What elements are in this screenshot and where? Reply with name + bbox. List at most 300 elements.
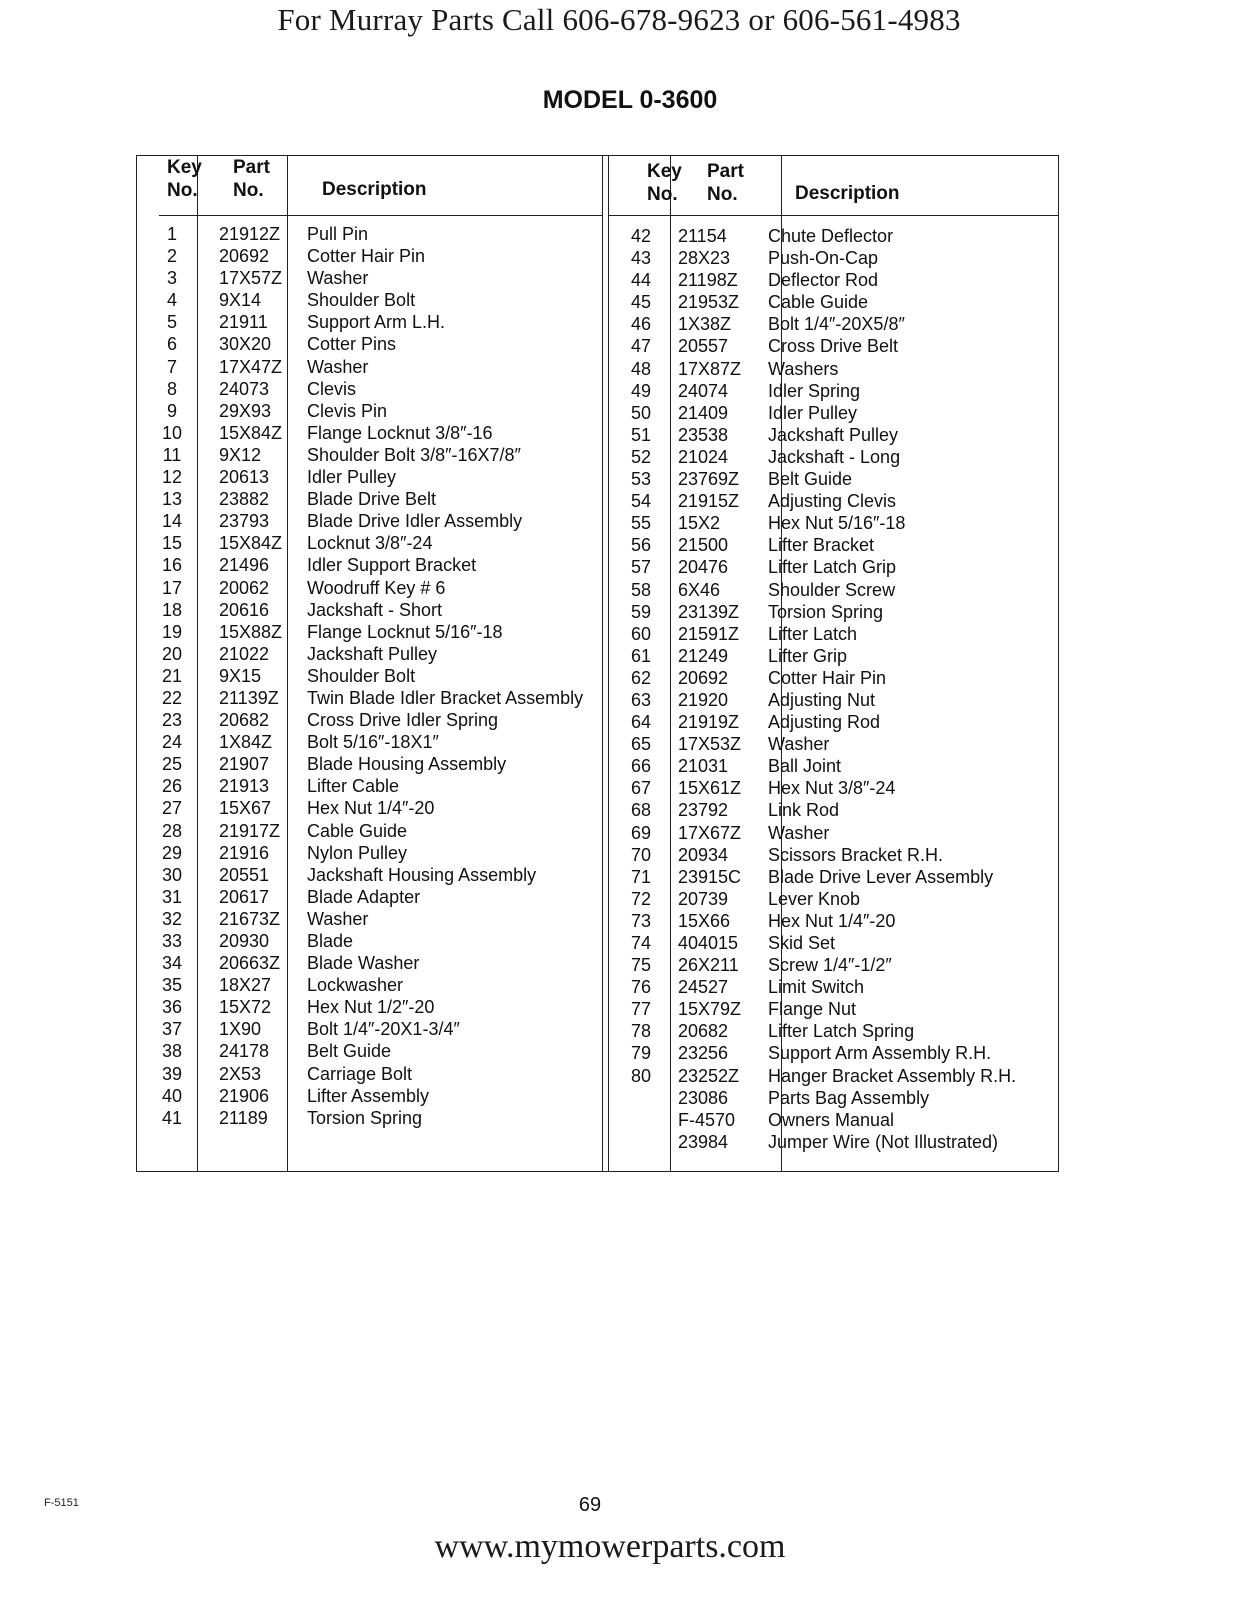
table-row (608, 490, 1058, 512)
key-number: 24 (161, 732, 183, 753)
part-description: Lifter Latch Spring (768, 1021, 915, 1042)
part-description: Lifter Assembly (307, 1085, 430, 1106)
key-number: 14 (161, 511, 183, 532)
part-number: 23252Z (678, 1065, 740, 1086)
key-number: 38 (161, 1041, 183, 1062)
part-description: Belt Guide (307, 1041, 392, 1062)
part-number: 15X66 (678, 910, 731, 931)
key-number: 49 (630, 380, 652, 401)
key-number: 77 (630, 999, 652, 1020)
table-row (137, 532, 602, 554)
part-description: Jackshaft Pulley (307, 643, 438, 664)
key-number: 20 (161, 643, 183, 664)
key-number: 30 (161, 864, 183, 885)
part-number: 21907 (219, 754, 270, 775)
part-number: 23769Z (678, 469, 740, 490)
part-description: Cross Drive Belt (768, 336, 899, 357)
part-description: Shoulder Bolt (307, 665, 416, 686)
part-number: 20617 (219, 886, 270, 907)
part-description: Hex Nut 5/16″-18 (768, 513, 906, 534)
key-number: 60 (630, 623, 652, 644)
key-number: 3 (166, 268, 177, 289)
website-url: www.mymowerparts.com (434, 1528, 786, 1565)
part-description: Shoulder Screw (768, 579, 896, 600)
header-description: Description (795, 183, 900, 204)
key-number: 15 (161, 533, 183, 554)
table-row (608, 954, 1058, 976)
key-number: 36 (161, 997, 183, 1018)
table-row (608, 976, 1058, 998)
part-description: Skid Set (768, 933, 836, 953)
key-number: 73 (630, 910, 652, 931)
part-number: 24074 (678, 380, 729, 401)
part-description: Cross Drive Idler Spring (307, 710, 499, 731)
table-row (608, 512, 1058, 534)
part-description: Hex Nut 1/4″-20 (768, 910, 896, 931)
part-description: Pull Pin (307, 224, 369, 244)
part-description: Washer (307, 268, 369, 289)
part-description: Cotter Hair Pin (768, 667, 887, 688)
table-row (137, 422, 602, 444)
part-description: Hex Nut 1/2″-20 (307, 997, 435, 1018)
table-row (137, 974, 602, 996)
part-description: Adjusting Clevis (768, 491, 897, 512)
table-row (137, 356, 602, 378)
table-row (137, 599, 602, 621)
part-number: 15X88Z (219, 621, 283, 642)
part-number: 21031 (678, 756, 729, 777)
table-row (608, 446, 1058, 468)
key-number: 52 (630, 446, 652, 467)
part-description: Belt Guide (768, 469, 853, 490)
part-description: Blade Drive Lever Assembly (768, 866, 994, 887)
key-number: 34 (161, 953, 183, 974)
key-number: 46 (630, 314, 652, 335)
part-description: Nylon Pulley (307, 842, 408, 863)
table-row (608, 1042, 1058, 1064)
part-description: Cable Guide (307, 820, 408, 841)
part-description: Blade Adapter (307, 886, 421, 907)
part-number: 20682 (678, 1021, 729, 1042)
part-number: 15X84Z (219, 533, 283, 554)
table-row (137, 378, 602, 400)
part-description: Bolt 5/16″-18X1″ (307, 732, 439, 753)
part-number: 1X84Z (219, 732, 273, 753)
part-number: 21591Z (678, 623, 740, 644)
key-number: 1 (166, 224, 177, 244)
part-description: Shoulder Bolt 3/8″-16X7/8″ (307, 444, 521, 465)
part-description: Owners Manual (768, 1109, 895, 1130)
table-row (608, 601, 1058, 623)
part-number: 23538 (678, 424, 729, 445)
table-row (137, 908, 602, 930)
part-number: 23792 (678, 800, 729, 821)
right-parts-list (608, 225, 1058, 1153)
key-number: 31 (161, 886, 183, 907)
table-row (608, 733, 1058, 755)
key-number: 47 (630, 336, 652, 357)
table-row (137, 731, 602, 753)
key-number: 63 (630, 689, 652, 710)
key-number: 2 (166, 246, 177, 267)
key-number: 25 (161, 754, 183, 775)
part-description: Adjusting Rod (768, 712, 881, 733)
part-number: 23256 (678, 1043, 729, 1064)
part-description: Lifter Grip (768, 645, 848, 666)
key-number: 11 (162, 444, 182, 465)
key-number: 27 (161, 798, 183, 819)
part-description: Idler Pulley (307, 467, 397, 488)
table-row (608, 1087, 1058, 1109)
key-number: 45 (630, 292, 652, 313)
part-number: 20557 (678, 336, 729, 357)
key-number: 4 (166, 290, 177, 311)
key-number: 55 (630, 513, 652, 534)
part-description: Chute Deflector (768, 226, 894, 246)
key-number: 57 (630, 557, 652, 578)
part-description: Parts Bag Assembly (768, 1087, 930, 1108)
part-number: 9X15 (219, 665, 262, 686)
key-number: 58 (630, 579, 652, 600)
part-number: 21139Z (219, 687, 279, 708)
table-row (608, 777, 1058, 799)
key-number: 78 (630, 1021, 652, 1042)
part-description: Lifter Bracket (768, 535, 875, 556)
part-number: 21024 (678, 446, 729, 467)
key-number: 67 (630, 778, 652, 799)
part-number: 24178 (219, 1041, 270, 1062)
part-number: 21249 (678, 645, 729, 666)
part-number: 15X67 (219, 798, 272, 819)
part-number: 20613 (219, 467, 270, 488)
part-description: Jackshaft Pulley (768, 424, 899, 445)
table-row (137, 1085, 602, 1107)
table-row (608, 844, 1058, 866)
form-code: F-5151 (44, 1497, 79, 1509)
part-description: Screw 1/4″-1/2″ (768, 955, 892, 976)
table-row (137, 930, 602, 952)
table-row (137, 444, 602, 466)
key-number: 70 (630, 844, 652, 865)
part-description: Torsion Spring (307, 1107, 423, 1128)
table-row (608, 313, 1058, 335)
key-number: 61 (630, 645, 652, 666)
table-row (137, 510, 602, 532)
table-row (137, 289, 602, 311)
key-number: 44 (630, 270, 652, 291)
key-number: 18 (161, 599, 183, 620)
part-number: 21916 (219, 842, 270, 863)
table-row (608, 579, 1058, 601)
table-row (608, 534, 1058, 556)
part-number: 23915C (678, 866, 742, 887)
part-number: 26X211 (678, 955, 739, 976)
table-row (137, 886, 602, 908)
part-number: 30X20 (219, 334, 272, 355)
part-description: Clevis Pin (307, 400, 388, 421)
part-number: 1X90 (219, 1019, 262, 1040)
part-number: 404015 (678, 933, 739, 953)
key-number: 66 (630, 756, 652, 777)
key-number: 43 (630, 248, 652, 269)
part-description: Washer (307, 356, 369, 377)
table-row (608, 225, 1058, 247)
part-number: 21920 (678, 689, 729, 710)
part-number: 21917Z (219, 820, 281, 841)
part-description: Blade Drive Idler Assembly (307, 511, 523, 532)
key-number: 17 (161, 577, 183, 598)
part-description: Adjusting Nut (768, 689, 876, 710)
part-number: 21673Z (219, 908, 281, 929)
part-description: Idler Spring (768, 380, 861, 401)
table-row (608, 269, 1058, 291)
part-description: Washer (768, 734, 830, 755)
part-number: 9X14 (219, 290, 262, 311)
part-description: Idler Pulley (768, 402, 858, 423)
table-row (137, 864, 602, 886)
part-number: 15X84Z (219, 422, 283, 443)
table-row (137, 1063, 602, 1085)
part-description: Lever Knob (768, 888, 861, 909)
part-number: 28X23 (678, 248, 731, 269)
table-row (608, 711, 1058, 733)
table-row (137, 577, 602, 599)
part-number: 17X67Z (678, 822, 742, 843)
key-number: 12 (161, 467, 183, 488)
part-description: Washer (307, 908, 369, 929)
part-description: Deflector Rod (768, 270, 879, 291)
key-number: 9 (166, 400, 177, 421)
part-description: Jackshaft Housing Assembly (307, 864, 537, 885)
part-description: Lifter Latch Grip (768, 557, 897, 578)
part-number: 15X2 (678, 513, 721, 534)
part-description: Hanger Bracket Assembly R.H. (768, 1065, 1017, 1086)
part-description: Twin Blade Idler Bracket Assembly (307, 687, 584, 708)
key-number: 54 (630, 491, 652, 512)
part-number: 23793 (219, 511, 270, 532)
key-number: 42 (630, 226, 652, 246)
part-number: 21919Z (678, 712, 740, 733)
part-number: 21198Z (678, 270, 738, 291)
part-number: 23086 (678, 1087, 729, 1108)
header-rule (159, 215, 602, 216)
part-description: Clevis (307, 378, 357, 399)
table-row (137, 842, 602, 864)
table-row (608, 888, 1058, 910)
part-description: Support Arm Assembly R.H. (768, 1043, 992, 1064)
header-part-no: Part No. (233, 157, 270, 201)
key-number: 51 (630, 424, 652, 445)
part-description: Carriage Bolt (307, 1063, 413, 1084)
part-number: 15X79Z (678, 999, 742, 1020)
part-number: 17X47Z (219, 356, 283, 377)
part-number: 17X53Z (678, 734, 742, 755)
key-number: 32 (161, 908, 183, 929)
key-number: 16 (161, 555, 183, 576)
table-row (137, 753, 602, 775)
part-number: 24073 (219, 378, 270, 399)
part-number: 2X53 (219, 1063, 262, 1084)
key-number: 69 (630, 822, 652, 843)
part-number: 21500 (678, 535, 729, 556)
part-number: 15X61Z (678, 778, 742, 799)
part-description: Shoulder Bolt (307, 290, 416, 311)
table-row (608, 1065, 1058, 1087)
key-number: 59 (630, 601, 652, 622)
part-number: 20692 (219, 246, 270, 267)
part-number: 20682 (219, 710, 270, 731)
part-description: Blade Washer (307, 953, 420, 974)
key-number: 40 (161, 1085, 183, 1106)
table-row (608, 645, 1058, 667)
table-row (137, 333, 602, 355)
key-number: 62 (630, 667, 652, 688)
part-number: 21953Z (678, 292, 740, 313)
part-description: Cotter Hair Pin (307, 246, 426, 267)
key-number: 21 (161, 665, 183, 686)
key-number: 28 (161, 820, 183, 841)
key-number: 74 (630, 933, 652, 953)
table-row (608, 402, 1058, 424)
table-row (608, 468, 1058, 490)
part-description: Washer (768, 822, 830, 843)
table-row (137, 952, 602, 974)
key-number: 50 (630, 402, 652, 423)
part-number: 21912Z (219, 224, 281, 244)
key-number: 76 (630, 977, 652, 998)
part-number: 20663Z (219, 953, 281, 974)
key-number: 8 (166, 378, 177, 399)
part-number: 17X57Z (219, 268, 283, 289)
key-number: 23 (161, 710, 183, 731)
table-row (137, 996, 602, 1018)
table-row (137, 400, 602, 422)
table-row (608, 291, 1058, 313)
key-number: 10 (161, 422, 183, 443)
table-row (608, 910, 1058, 932)
part-description: Flange Locknut 3/8″-16 (307, 422, 493, 443)
part-description: Lockwasher (307, 975, 404, 996)
header-description: Description (322, 179, 427, 200)
table-row (608, 667, 1058, 689)
table-row (608, 689, 1058, 711)
key-number: 22 (161, 687, 183, 708)
part-number: 23882 (219, 489, 270, 510)
part-number: 6X46 (678, 579, 721, 600)
table-row (137, 797, 602, 819)
key-number: 75 (630, 955, 652, 976)
table-row (137, 1018, 602, 1040)
part-number: 20930 (219, 931, 270, 951)
table-row (137, 466, 602, 488)
part-number: 29X93 (219, 400, 272, 421)
table-row (608, 866, 1058, 888)
part-number: 21409 (678, 402, 729, 423)
header-key-no: Key No. (167, 157, 202, 201)
table-row (608, 822, 1058, 844)
part-number: 21496 (219, 555, 270, 576)
key-number: 71 (630, 866, 652, 887)
part-description: Locknut 3/8″-24 (307, 533, 433, 554)
page-number: 69 (578, 1494, 602, 1516)
header-phone-line: For Murray Parts Call 606-678-9623 or 606-561-4983 (277, 2, 961, 37)
part-number: 21915Z (678, 491, 740, 512)
part-description: Torsion Spring (768, 601, 884, 622)
part-number: 20476 (678, 557, 729, 578)
key-number: 56 (630, 535, 652, 556)
table-row (137, 488, 602, 510)
table-row (137, 709, 602, 731)
part-number: 23139Z (678, 601, 740, 622)
table-row (137, 223, 602, 245)
table-row (137, 687, 602, 709)
table-row (608, 799, 1058, 821)
part-number: 20739 (678, 888, 729, 909)
part-description: Flange Locknut 5/16″-18 (307, 621, 503, 642)
key-number: 35 (161, 975, 183, 996)
part-description: Cable Guide (768, 292, 869, 313)
table-row (608, 424, 1058, 446)
table-row (608, 556, 1058, 578)
part-number: 20692 (678, 667, 729, 688)
part-number: 21913 (219, 776, 270, 797)
key-number: 41 (161, 1107, 183, 1128)
part-description: Scissors Bracket R.H. (768, 844, 944, 865)
table-row (137, 665, 602, 687)
table-row (137, 643, 602, 665)
part-number: 18X27 (219, 975, 272, 996)
key-number: 29 (161, 842, 183, 863)
key-number: 5 (166, 312, 177, 333)
header-part-no: Part No. (707, 161, 744, 205)
part-description: Blade (307, 931, 354, 951)
table-row (137, 820, 602, 842)
parts-table (136, 155, 1059, 1172)
left-parts-list (137, 223, 602, 1129)
table-row (608, 1131, 1058, 1153)
part-description: Bolt 1/4″-20X1-3/4″ (307, 1019, 460, 1040)
table-row (137, 621, 602, 643)
table-row (608, 1109, 1058, 1131)
table-row (608, 623, 1058, 645)
part-description: Blade Drive Belt (307, 489, 437, 510)
table-row (608, 380, 1058, 402)
part-number: 9X12 (219, 444, 262, 465)
part-number: 20062 (219, 577, 270, 598)
part-description: Link Rod (768, 800, 840, 821)
table-row (608, 358, 1058, 380)
part-number: 20551 (219, 864, 270, 885)
part-description: Lifter Cable (307, 776, 400, 797)
part-description: Support Arm L.H. (307, 312, 446, 333)
part-number: 1X38Z (678, 314, 732, 335)
table-row (137, 554, 602, 576)
table-row (137, 1040, 602, 1062)
part-description: Bolt 1/4″-20X5/8″ (768, 314, 905, 335)
part-number: 17X87Z (678, 358, 742, 379)
key-number: 68 (630, 800, 652, 821)
part-number: 20934 (678, 844, 729, 865)
table-row (608, 932, 1058, 954)
header-rule (608, 215, 1058, 216)
table-row (137, 245, 602, 267)
part-number: F-4570 (678, 1109, 736, 1130)
part-number: 21022 (219, 643, 270, 664)
key-number: 48 (630, 358, 652, 379)
part-description: Jumper Wire (Not Illustrated) (768, 1131, 999, 1152)
table-row (608, 755, 1058, 777)
part-number: 21911 (219, 312, 268, 333)
